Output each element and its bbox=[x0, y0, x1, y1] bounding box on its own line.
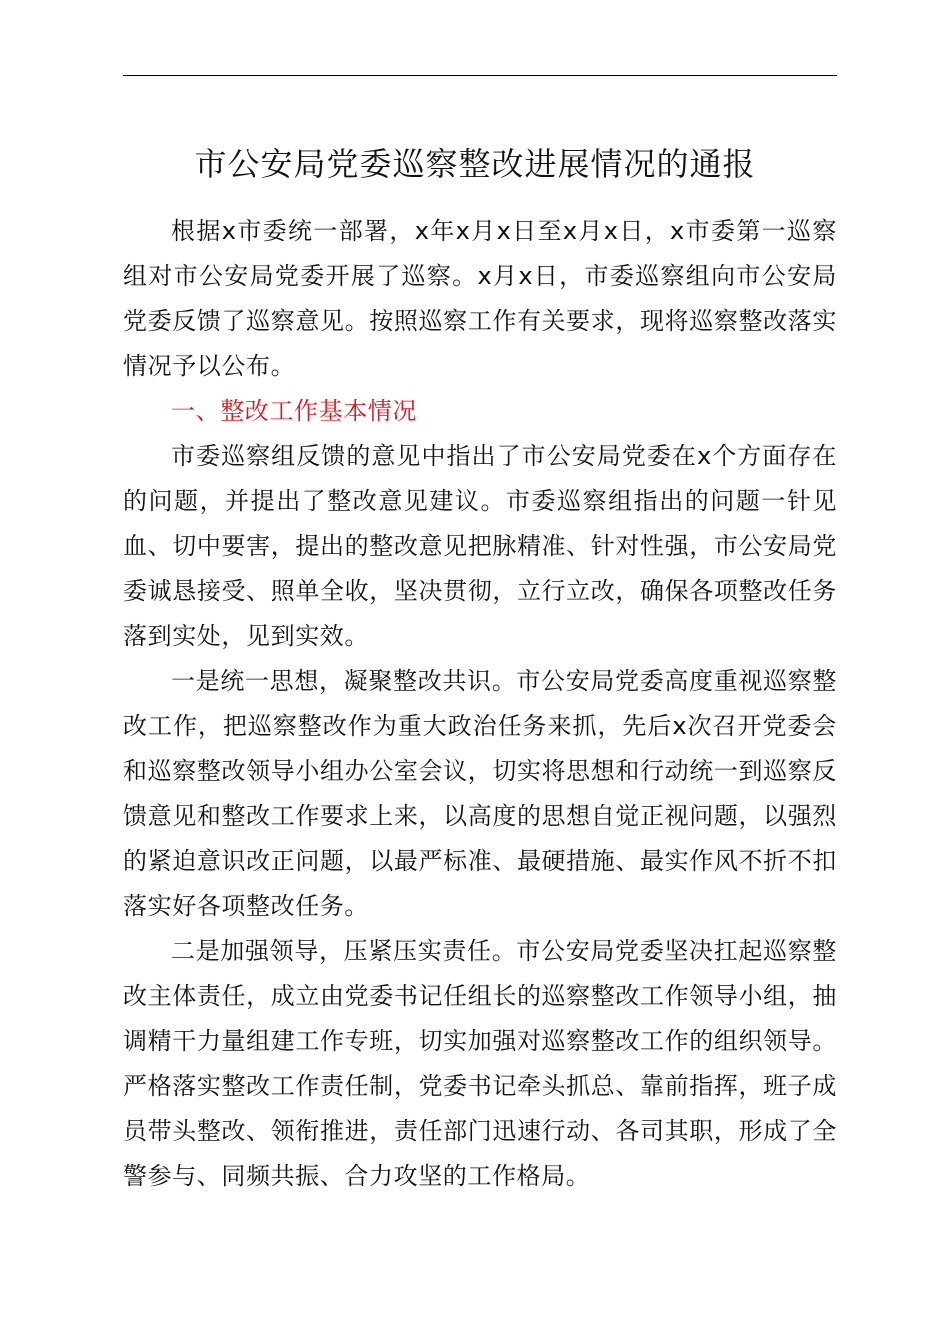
paragraph-overview: 市委巡察组反馈的意见中指出了市公安局党委在x个方面存在的问题，并提出了整改意见建议。市委巡察组指出的问题一针见血、切中要害，提出的整改意见把脉精准、针对性强，市公安局党委诚恳接受、照单全收，坚决贯彻，立行立改，确保各项整改任务落到实处，见到实效。 bbox=[123, 442, 837, 650]
section-heading-1: 一、整改工作基本情况 bbox=[171, 397, 417, 425]
paragraph-point-2: 二是加强领导，压紧压实责任。市公安局党委坚决扛起巡察整改主体责任，成立由党委书记任组长的巡察整改工作领导小组，抽调精干力量组建工作专班，切实加强对巡察整改工作的组织领导。严格落实整改工作责任制，党委书记牵头抓总、靠前指挥，班子成员带头整改、领衔推进，责任部门迅速行动、各司其职，形成了全警参与、同频共振、合力攻坚的工作格局。 bbox=[123, 937, 837, 1190]
paragraph-intro: 根据x市委统一部署，x年x月x日至x月x日，x市委第一巡察组对市公安局党委开展了巡察。x月x日，市委巡察组向市公安局党委反馈了巡察意见。按照巡察工作有关要求，现将巡察整改落实情况予以公布。 bbox=[123, 217, 837, 380]
paragraph-point-1: 一是统一思想，凝聚整改共识。市公安局党委高度重视巡察整改工作，把巡察整改作为重大政治任务来抓，先后x次召开党委会和巡察整改领导小组办公室会议，切实将思想和行动统一到巡察反馈意见和整改工作要求上来，以高度的思想自觉正视问题，以强烈的紧迫意识改正问题，以最严标准、最硬措施、最实作风不折不扣落实好各项整改任务。 bbox=[123, 667, 837, 920]
document-title: 市公安局党委巡察整改进展情况的通报 bbox=[194, 145, 756, 183]
header-rule bbox=[123, 75, 837, 76]
document-body bbox=[123, 209, 837, 1199]
